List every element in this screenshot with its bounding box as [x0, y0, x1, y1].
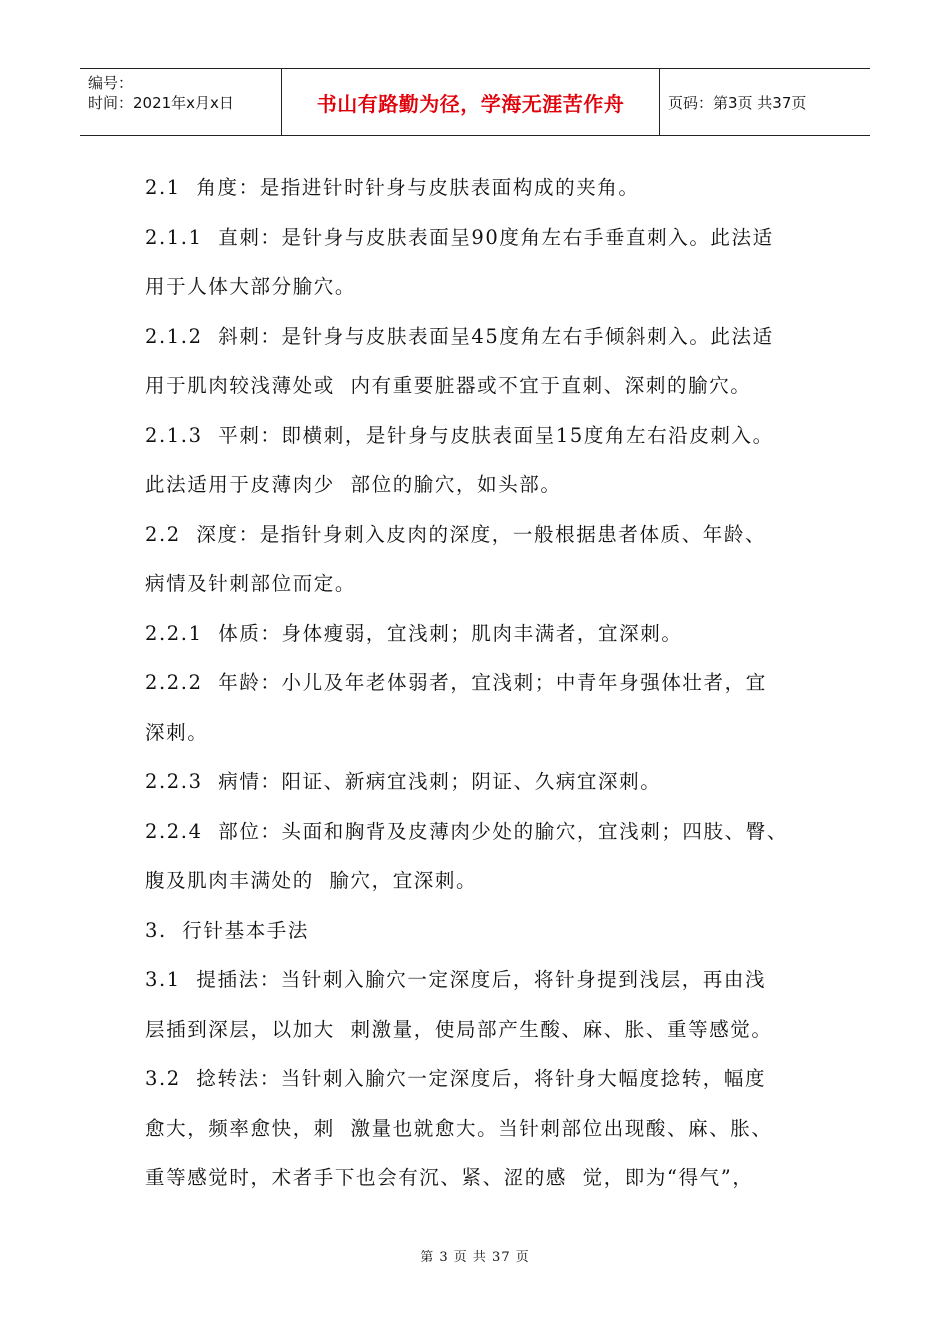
text-line: 重等感觉时，术者手下也会有沉、紧、涩的感 觉，即为“得气”，: [145, 1166, 754, 1189]
document-date: 时间：2021年x月x日: [88, 94, 234, 112]
text-line: 层插到深层，以加大 刺激量，使局部产生酸、麻、胀、重等感觉。: [145, 1017, 773, 1041]
footer-page-number: 第 3 页 共 37 页: [420, 1250, 530, 1265]
header-meta: [80, 69, 282, 135]
page-footer: [0, 1246, 950, 1265]
motto-text: 书山有路勤为径，学海无涯苦作舟: [316, 91, 625, 116]
text-line: 3.1 提插法：当针刺入腧穴一定深度后，将针身提到浅层，再由浅: [145, 968, 767, 991]
page-header: [80, 68, 870, 136]
text-line: 用于人体大部分腧穴。: [145, 275, 357, 298]
text-line: 愈大，频率愈快，刺 激量也就愈大。当针刺部位出现酸、麻、胀、: [145, 1116, 773, 1140]
text-line: 2.1 角度：是指进针时针身与皮肤表面构成的夹角。: [145, 176, 640, 199]
text-line: 深刺。: [145, 720, 209, 744]
text-line: 用于肌肉较浅薄处或 内有重要脏器或不宜于直刺、深刺的腧穴。: [145, 374, 752, 397]
text-line: 2.2.3 病情：阳证、新病宜浅刺；阴证、久病宜深刺。: [145, 770, 662, 793]
text-line: 2.2.2 年龄：小儿及年老体弱者，宜浅刺；中青年身强体壮者，宜: [145, 671, 767, 694]
text-line: 2.1.1 直刺：是针身与皮肤表面呈90度角左右手垂直刺入。此法适: [145, 225, 774, 249]
header-motto: [282, 69, 660, 135]
text-line: 2.2.4 部位：头面和胸背及皮薄肉少处的腧穴，宜浅刺；四肢、臀、: [145, 819, 788, 843]
text-line: 此法适用于皮薄肉少 部位的腧穴，如头部。: [145, 473, 562, 496]
document-body: [145, 163, 825, 1203]
text-line: 2.2 深度：是指针身刺入皮肉的深度，一般根据患者体质、年龄、: [145, 522, 767, 546]
text-line: 2.1.2 斜刺：是针身与皮肤表面呈45度角左右手倾斜刺入。此法适: [145, 324, 774, 348]
text-line: 2.2.1 体质：身体瘦弱，宜浅刺；肌肉丰满者，宜深刺。: [145, 621, 683, 645]
text-line: 腹及肌肉丰满处的 腧穴，宜深刺。: [145, 869, 478, 892]
header-page-info: [660, 69, 870, 135]
text-line: 病情及针刺部位而定。: [145, 572, 357, 595]
document-number-label: 编号：: [88, 74, 134, 92]
text-line: 3.2 捻转法：当针刺入腧穴一定深度后，将针身大幅度捻转，幅度: [145, 1067, 767, 1090]
text-line: 2.1.3 平刺：即横刺，是针身与皮肤表面呈15度角左右沿皮刺入。: [145, 423, 774, 447]
text-line: 3. 行针基本手法: [145, 918, 310, 942]
page-info-text: 页码：第3页 共37页: [668, 93, 807, 112]
